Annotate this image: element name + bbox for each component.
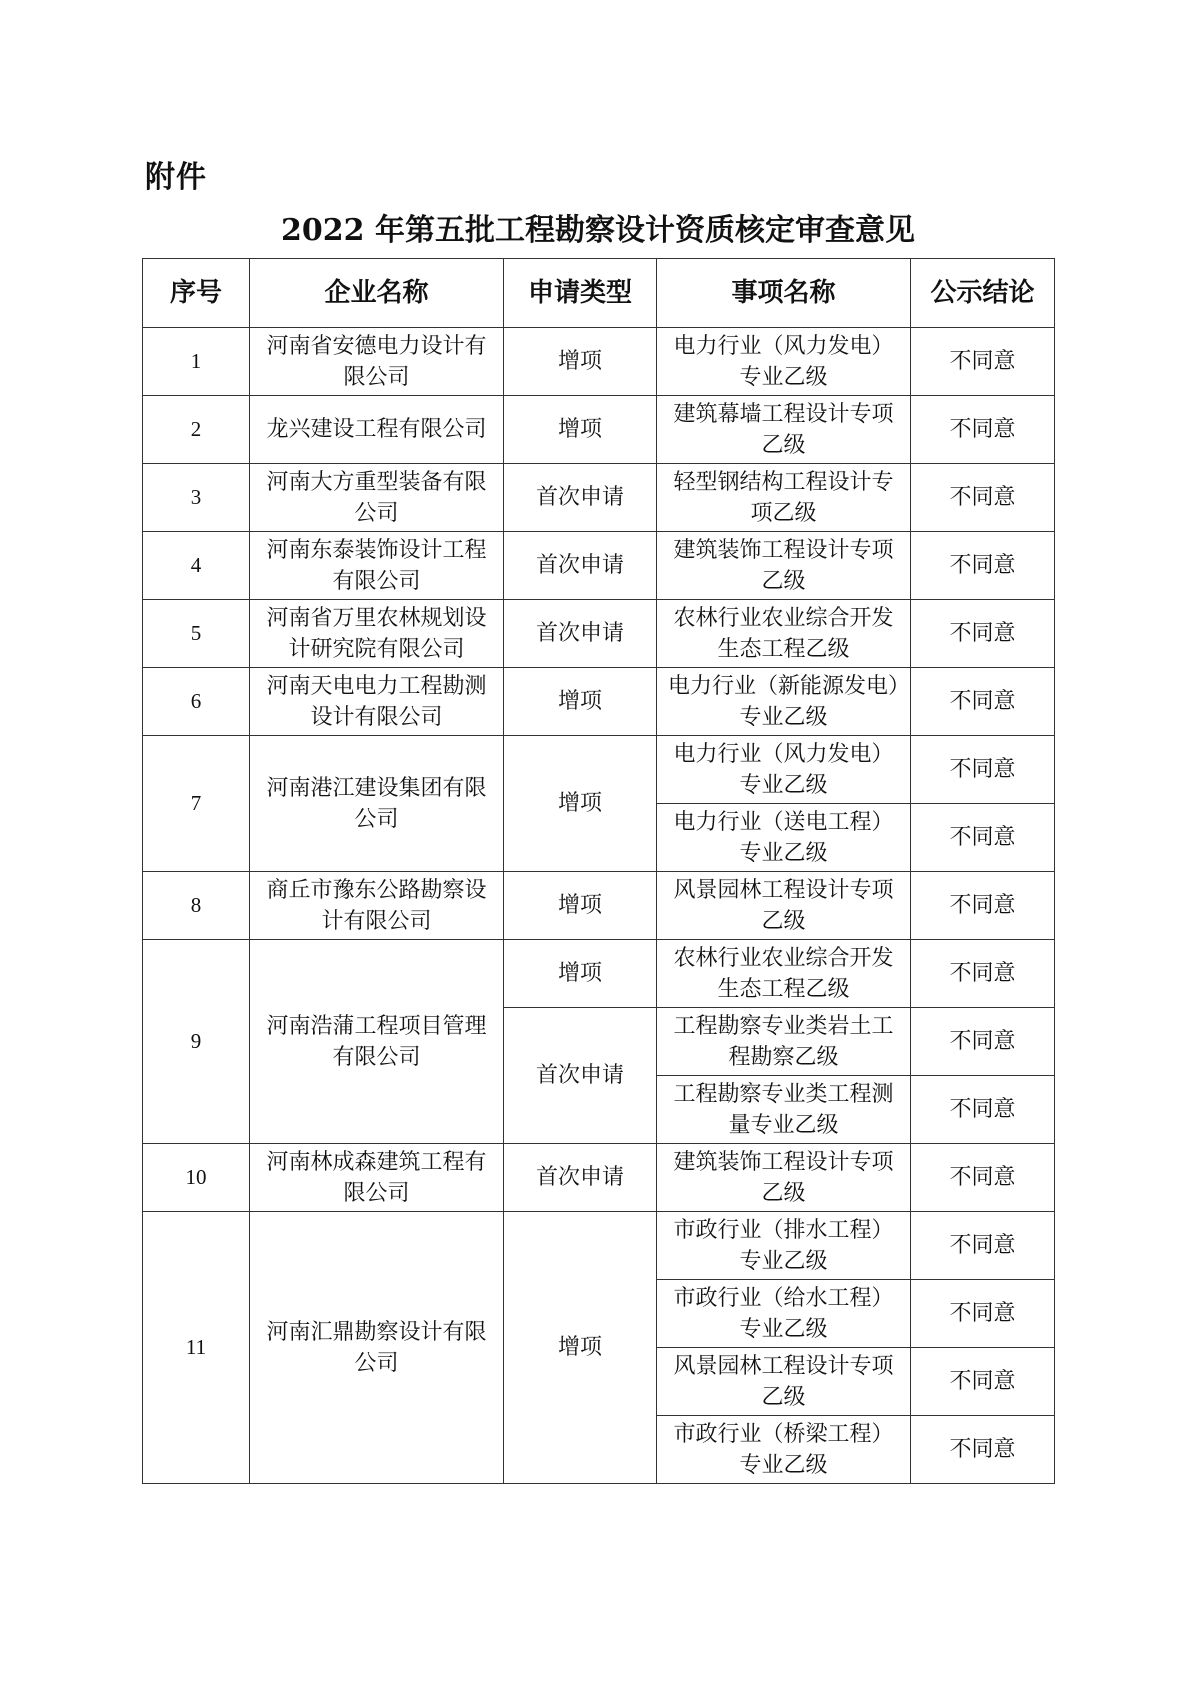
seq-cell: 11 (143, 1212, 250, 1484)
review-table (142, 258, 1055, 1484)
company-cell: 河南大方重型装备有限公司 (250, 464, 504, 532)
item-cell: 电力行业（风力发电）专业乙级 (657, 736, 911, 804)
type-cell: 首次申请 (504, 532, 657, 600)
table-row (143, 396, 1055, 464)
seq-cell: 3 (143, 464, 250, 532)
company-cell: 河南林成森建筑工程有限公司 (250, 1144, 504, 1212)
type-cell: 首次申请 (504, 1008, 657, 1144)
attachment-label: 附件 (145, 160, 207, 195)
type-cell: 增项 (504, 1212, 657, 1484)
company-cell: 河南天电电力工程勘测设计有限公司 (250, 668, 504, 736)
item-cell: 工程勘察专业类工程测量专业乙级 (657, 1076, 911, 1144)
type-cell: 增项 (504, 668, 657, 736)
result-cell: 不同意 (911, 1144, 1055, 1212)
item-cell: 电力行业（新能源发电）专业乙级 (657, 668, 911, 736)
company-cell: 龙兴建设工程有限公司 (250, 396, 504, 464)
result-cell: 不同意 (911, 328, 1055, 396)
company-cell: 河南省万里农林规划设计研究院有限公司 (250, 600, 504, 668)
item-cell: 市政行业（排水工程）专业乙级 (657, 1212, 911, 1280)
item-cell: 建筑装饰工程设计专项乙级 (657, 532, 911, 600)
result-cell: 不同意 (911, 532, 1055, 600)
result-cell: 不同意 (911, 1348, 1055, 1416)
table-row (143, 600, 1055, 668)
item-cell: 市政行业（桥梁工程）专业乙级 (657, 1416, 911, 1484)
header-seq: 序号 (143, 259, 250, 328)
item-cell: 风景园林工程设计专项乙级 (657, 1348, 911, 1416)
result-cell: 不同意 (911, 464, 1055, 532)
result-cell: 不同意 (911, 736, 1055, 804)
item-cell: 轻型钢结构工程设计专项乙级 (657, 464, 911, 532)
type-cell: 增项 (504, 736, 657, 872)
seq-cell: 6 (143, 668, 250, 736)
item-cell: 市政行业（给水工程）专业乙级 (657, 1280, 911, 1348)
item-cell: 电力行业（送电工程）专业乙级 (657, 804, 911, 872)
company-cell: 河南东泰装饰设计工程有限公司 (250, 532, 504, 600)
result-cell: 不同意 (911, 804, 1055, 872)
item-cell: 电力行业（风力发电）专业乙级 (657, 328, 911, 396)
page-title: 2022 年第五批工程勘察设计资质核定审查意见 (281, 213, 915, 248)
result-cell: 不同意 (911, 872, 1055, 940)
header-result: 公示结论 (911, 259, 1055, 328)
type-cell: 增项 (504, 396, 657, 464)
seq-cell: 5 (143, 600, 250, 668)
company-cell: 河南汇鼎勘察设计有限公司 (250, 1212, 504, 1484)
item-cell: 农林行业农业综合开发生态工程乙级 (657, 940, 911, 1008)
result-cell: 不同意 (911, 668, 1055, 736)
seq-cell: 9 (143, 940, 250, 1144)
result-cell: 不同意 (911, 940, 1055, 1008)
table-row (143, 668, 1055, 736)
table-row (143, 1144, 1055, 1212)
type-cell: 首次申请 (504, 1144, 657, 1212)
header-type: 申请类型 (504, 259, 657, 328)
result-cell: 不同意 (911, 1076, 1055, 1144)
result-cell: 不同意 (911, 1008, 1055, 1076)
type-cell: 增项 (504, 872, 657, 940)
item-cell: 风景园林工程设计专项乙级 (657, 872, 911, 940)
type-cell: 增项 (504, 328, 657, 396)
seq-cell: 8 (143, 872, 250, 940)
table-row (143, 328, 1055, 396)
seq-cell: 10 (143, 1144, 250, 1212)
company-cell: 商丘市豫东公路勘察设计有限公司 (250, 872, 504, 940)
seq-cell: 4 (143, 532, 250, 600)
seq-cell: 2 (143, 396, 250, 464)
company-cell: 河南浩蒲工程项目管理有限公司 (250, 940, 504, 1144)
result-cell: 不同意 (911, 1416, 1055, 1484)
result-cell: 不同意 (911, 396, 1055, 464)
company-cell: 河南港江建设集团有限公司 (250, 736, 504, 872)
table-row (143, 532, 1055, 600)
table-row (143, 464, 1055, 532)
seq-cell: 1 (143, 328, 250, 396)
type-cell: 首次申请 (504, 464, 657, 532)
table-row (143, 940, 1055, 1008)
table-row (143, 736, 1055, 804)
item-cell: 建筑装饰工程设计专项乙级 (657, 1144, 911, 1212)
result-cell: 不同意 (911, 600, 1055, 668)
table-row (143, 1212, 1055, 1280)
result-cell: 不同意 (911, 1280, 1055, 1348)
result-cell: 不同意 (911, 1212, 1055, 1280)
item-cell: 建筑幕墙工程设计专项乙级 (657, 396, 911, 464)
company-cell: 河南省安德电力设计有限公司 (250, 328, 504, 396)
table-header-row (143, 259, 1055, 328)
type-cell: 首次申请 (504, 600, 657, 668)
item-cell: 工程勘察专业类岩土工程勘察乙级 (657, 1008, 911, 1076)
item-cell: 农林行业农业综合开发生态工程乙级 (657, 600, 911, 668)
table-row (143, 872, 1055, 940)
header-item: 事项名称 (657, 259, 911, 328)
seq-cell: 7 (143, 736, 250, 872)
header-company: 企业名称 (250, 259, 504, 328)
type-cell: 增项 (504, 940, 657, 1008)
